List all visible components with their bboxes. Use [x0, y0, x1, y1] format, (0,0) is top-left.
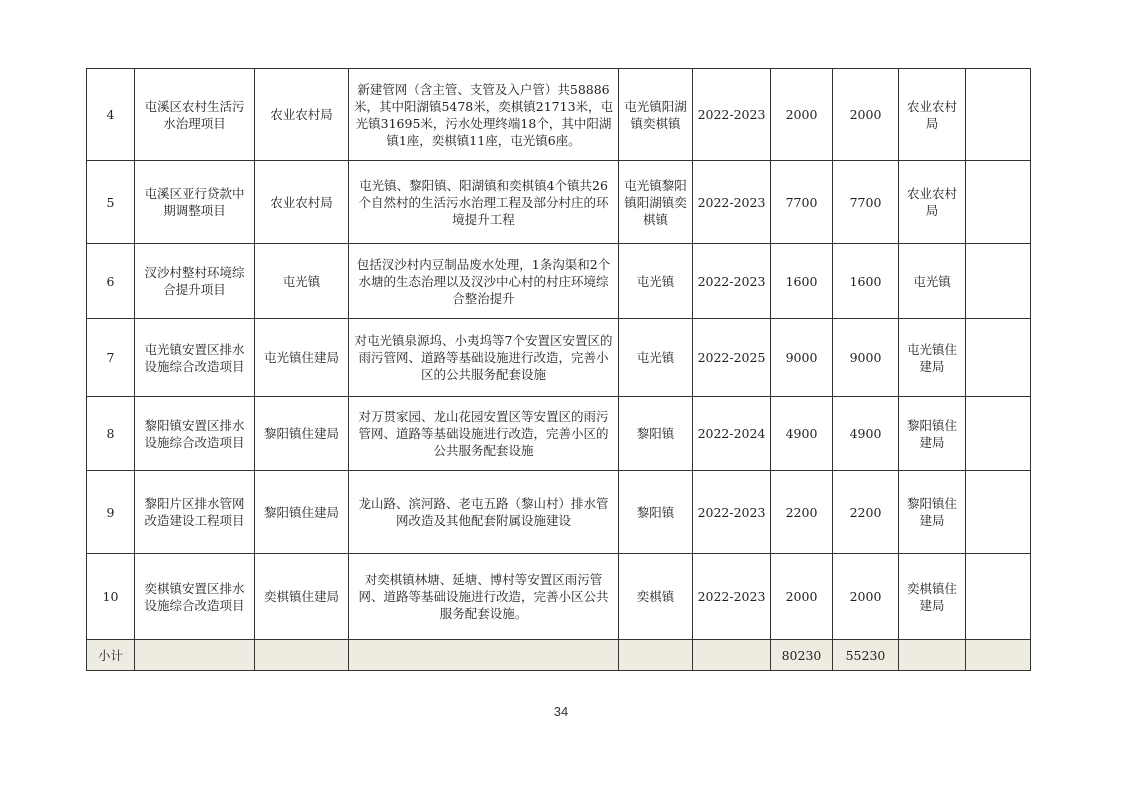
subtotal-invest: 55230 [833, 640, 899, 671]
page-number: 34 [553, 704, 569, 719]
subtotal-empty-cell [899, 640, 966, 671]
row-number-cell: 7 [87, 319, 135, 397]
table-row [87, 397, 1031, 471]
remark-cell [966, 471, 1031, 554]
table-row [87, 69, 1031, 161]
project-name-cell: 屯溪区亚行贷款中期调整项目 [135, 161, 255, 244]
location-cell: 屯光镇阳湖镇奕棋镇 [619, 69, 693, 161]
project-table [86, 68, 1031, 671]
construction-content-cell: 对奕棋镇林塘、延塘、博村等安置区雨污管网、道路等基础设施进行改造，完善小区公共服务配套设施。 [349, 554, 619, 640]
location-cell: 屯光镇 [619, 319, 693, 397]
implementing-unit-cell: 农业农村局 [255, 161, 349, 244]
period-cell: 2022-2024 [693, 397, 771, 471]
location-cell: 黎阳镇 [619, 471, 693, 554]
implementing-unit-cell: 农业农村局 [255, 69, 349, 161]
total-investment-cell: 7700 [771, 161, 833, 244]
subtotal-empty-cell [619, 640, 693, 671]
row-number-cell: 8 [87, 397, 135, 471]
table-row [87, 161, 1031, 244]
table-row [87, 471, 1031, 554]
project-name-cell: 屯光镇安置区排水设施综合改造项目 [135, 319, 255, 397]
location-cell: 屯光镇黎阳镇阳湖镇奕棋镇 [619, 161, 693, 244]
total-investment-cell: 4900 [771, 397, 833, 471]
project-name-cell: 黎阳镇安置区排水设施综合改造项目 [135, 397, 255, 471]
subtotal-empty-cell [255, 640, 349, 671]
implementing-unit-cell: 屯光镇 [255, 244, 349, 319]
row-number-cell: 9 [87, 471, 135, 554]
implementing-unit-cell: 奕棋镇住建局 [255, 554, 349, 640]
project-name-cell: 汊沙村整村环境综合提升项目 [135, 244, 255, 319]
subtotal-total: 80230 [771, 640, 833, 671]
responsible-dept-cell: 农业农村局 [899, 161, 966, 244]
table-row [87, 554, 1031, 640]
annual-investment-cell: 7700 [833, 161, 899, 244]
construction-content-cell: 对万贯家园、龙山花园安置区等安置区的雨污管网、道路等基础设施进行改造，完善小区的公共服务配套设施 [349, 397, 619, 471]
location-cell: 屯光镇 [619, 244, 693, 319]
subtotal-empty-cell [135, 640, 255, 671]
annual-investment-cell: 4900 [833, 397, 899, 471]
location-cell: 黎阳镇 [619, 397, 693, 471]
row-number-cell: 6 [87, 244, 135, 319]
total-investment-cell: 2000 [771, 554, 833, 640]
remark-cell [966, 554, 1031, 640]
construction-content-cell: 屯光镇、黎阳镇、阳湖镇和奕棋镇4个镇共26个自然村的生活污水治理工程及部分村庄的环境提升工程 [349, 161, 619, 244]
responsible-dept-cell: 农业农村局 [899, 69, 966, 161]
annual-investment-cell: 1600 [833, 244, 899, 319]
total-investment-cell: 1600 [771, 244, 833, 319]
table-row [87, 319, 1031, 397]
responsible-dept-cell: 黎阳镇住建局 [899, 397, 966, 471]
subtotal-label: 小计 [87, 640, 135, 671]
location-cell: 奕棋镇 [619, 554, 693, 640]
total-investment-cell: 9000 [771, 319, 833, 397]
project-name-cell: 黎阳片区排水管网改造建设工程项目 [135, 471, 255, 554]
implementing-unit-cell: 屯光镇住建局 [255, 319, 349, 397]
period-cell: 2022-2025 [693, 319, 771, 397]
construction-content-cell: 包括汊沙村内豆制品废水处理，1条沟渠和2个水塘的生态治理以及汊沙中心村的村庄环境综合整治提升 [349, 244, 619, 319]
implementing-unit-cell: 黎阳镇住建局 [255, 397, 349, 471]
subtotal-empty-cell [693, 640, 771, 671]
construction-content-cell: 对屯光镇泉源坞、小夷坞等7个安置区安置区的雨污管网、道路等基础设施进行改造，完善小区的公共服务配套设施 [349, 319, 619, 397]
annual-investment-cell: 2000 [833, 554, 899, 640]
period-cell: 2022-2023 [693, 244, 771, 319]
row-number-cell: 5 [87, 161, 135, 244]
period-cell: 2022-2023 [693, 69, 771, 161]
subtotal-empty-cell [349, 640, 619, 671]
annual-investment-cell: 9000 [833, 319, 899, 397]
remark-cell [966, 397, 1031, 471]
period-cell: 2022-2023 [693, 161, 771, 244]
responsible-dept-cell: 奕棋镇住建局 [899, 554, 966, 640]
implementing-unit-cell: 黎阳镇住建局 [255, 471, 349, 554]
subtotal-empty-cell [966, 640, 1031, 671]
project-name-cell: 屯溪区农村生活污水治理项目 [135, 69, 255, 161]
responsible-dept-cell: 黎阳镇住建局 [899, 471, 966, 554]
row-number-cell: 4 [87, 69, 135, 161]
remark-cell [966, 69, 1031, 161]
table-body [87, 69, 1031, 671]
construction-content-cell: 龙山路、滨河路、老屯五路（黎山村）排水管网改造及其他配套附属设施建设 [349, 471, 619, 554]
total-investment-cell: 2000 [771, 69, 833, 161]
table-row [87, 244, 1031, 319]
project-name-cell: 奕棋镇安置区排水设施综合改造项目 [135, 554, 255, 640]
responsible-dept-cell: 屯光镇 [899, 244, 966, 319]
responsible-dept-cell: 屯光镇住建局 [899, 319, 966, 397]
subtotal-row [87, 640, 1031, 671]
remark-cell [966, 244, 1031, 319]
annual-investment-cell: 2200 [833, 471, 899, 554]
construction-content-cell: 新建管网（含主管、支管及入户管）共58886米，其中阳湖镇5478米，奕棋镇21713米，屯光镇31695米，污水处理终端18个，其中阳湖镇1座，奕棋镇11座，屯光镇6座。 [349, 69, 619, 161]
annual-investment-cell: 2000 [833, 69, 899, 161]
total-investment-cell: 2200 [771, 471, 833, 554]
remark-cell [966, 161, 1031, 244]
row-number-cell: 10 [87, 554, 135, 640]
remark-cell [966, 319, 1031, 397]
period-cell: 2022-2023 [693, 554, 771, 640]
period-cell: 2022-2023 [693, 471, 771, 554]
